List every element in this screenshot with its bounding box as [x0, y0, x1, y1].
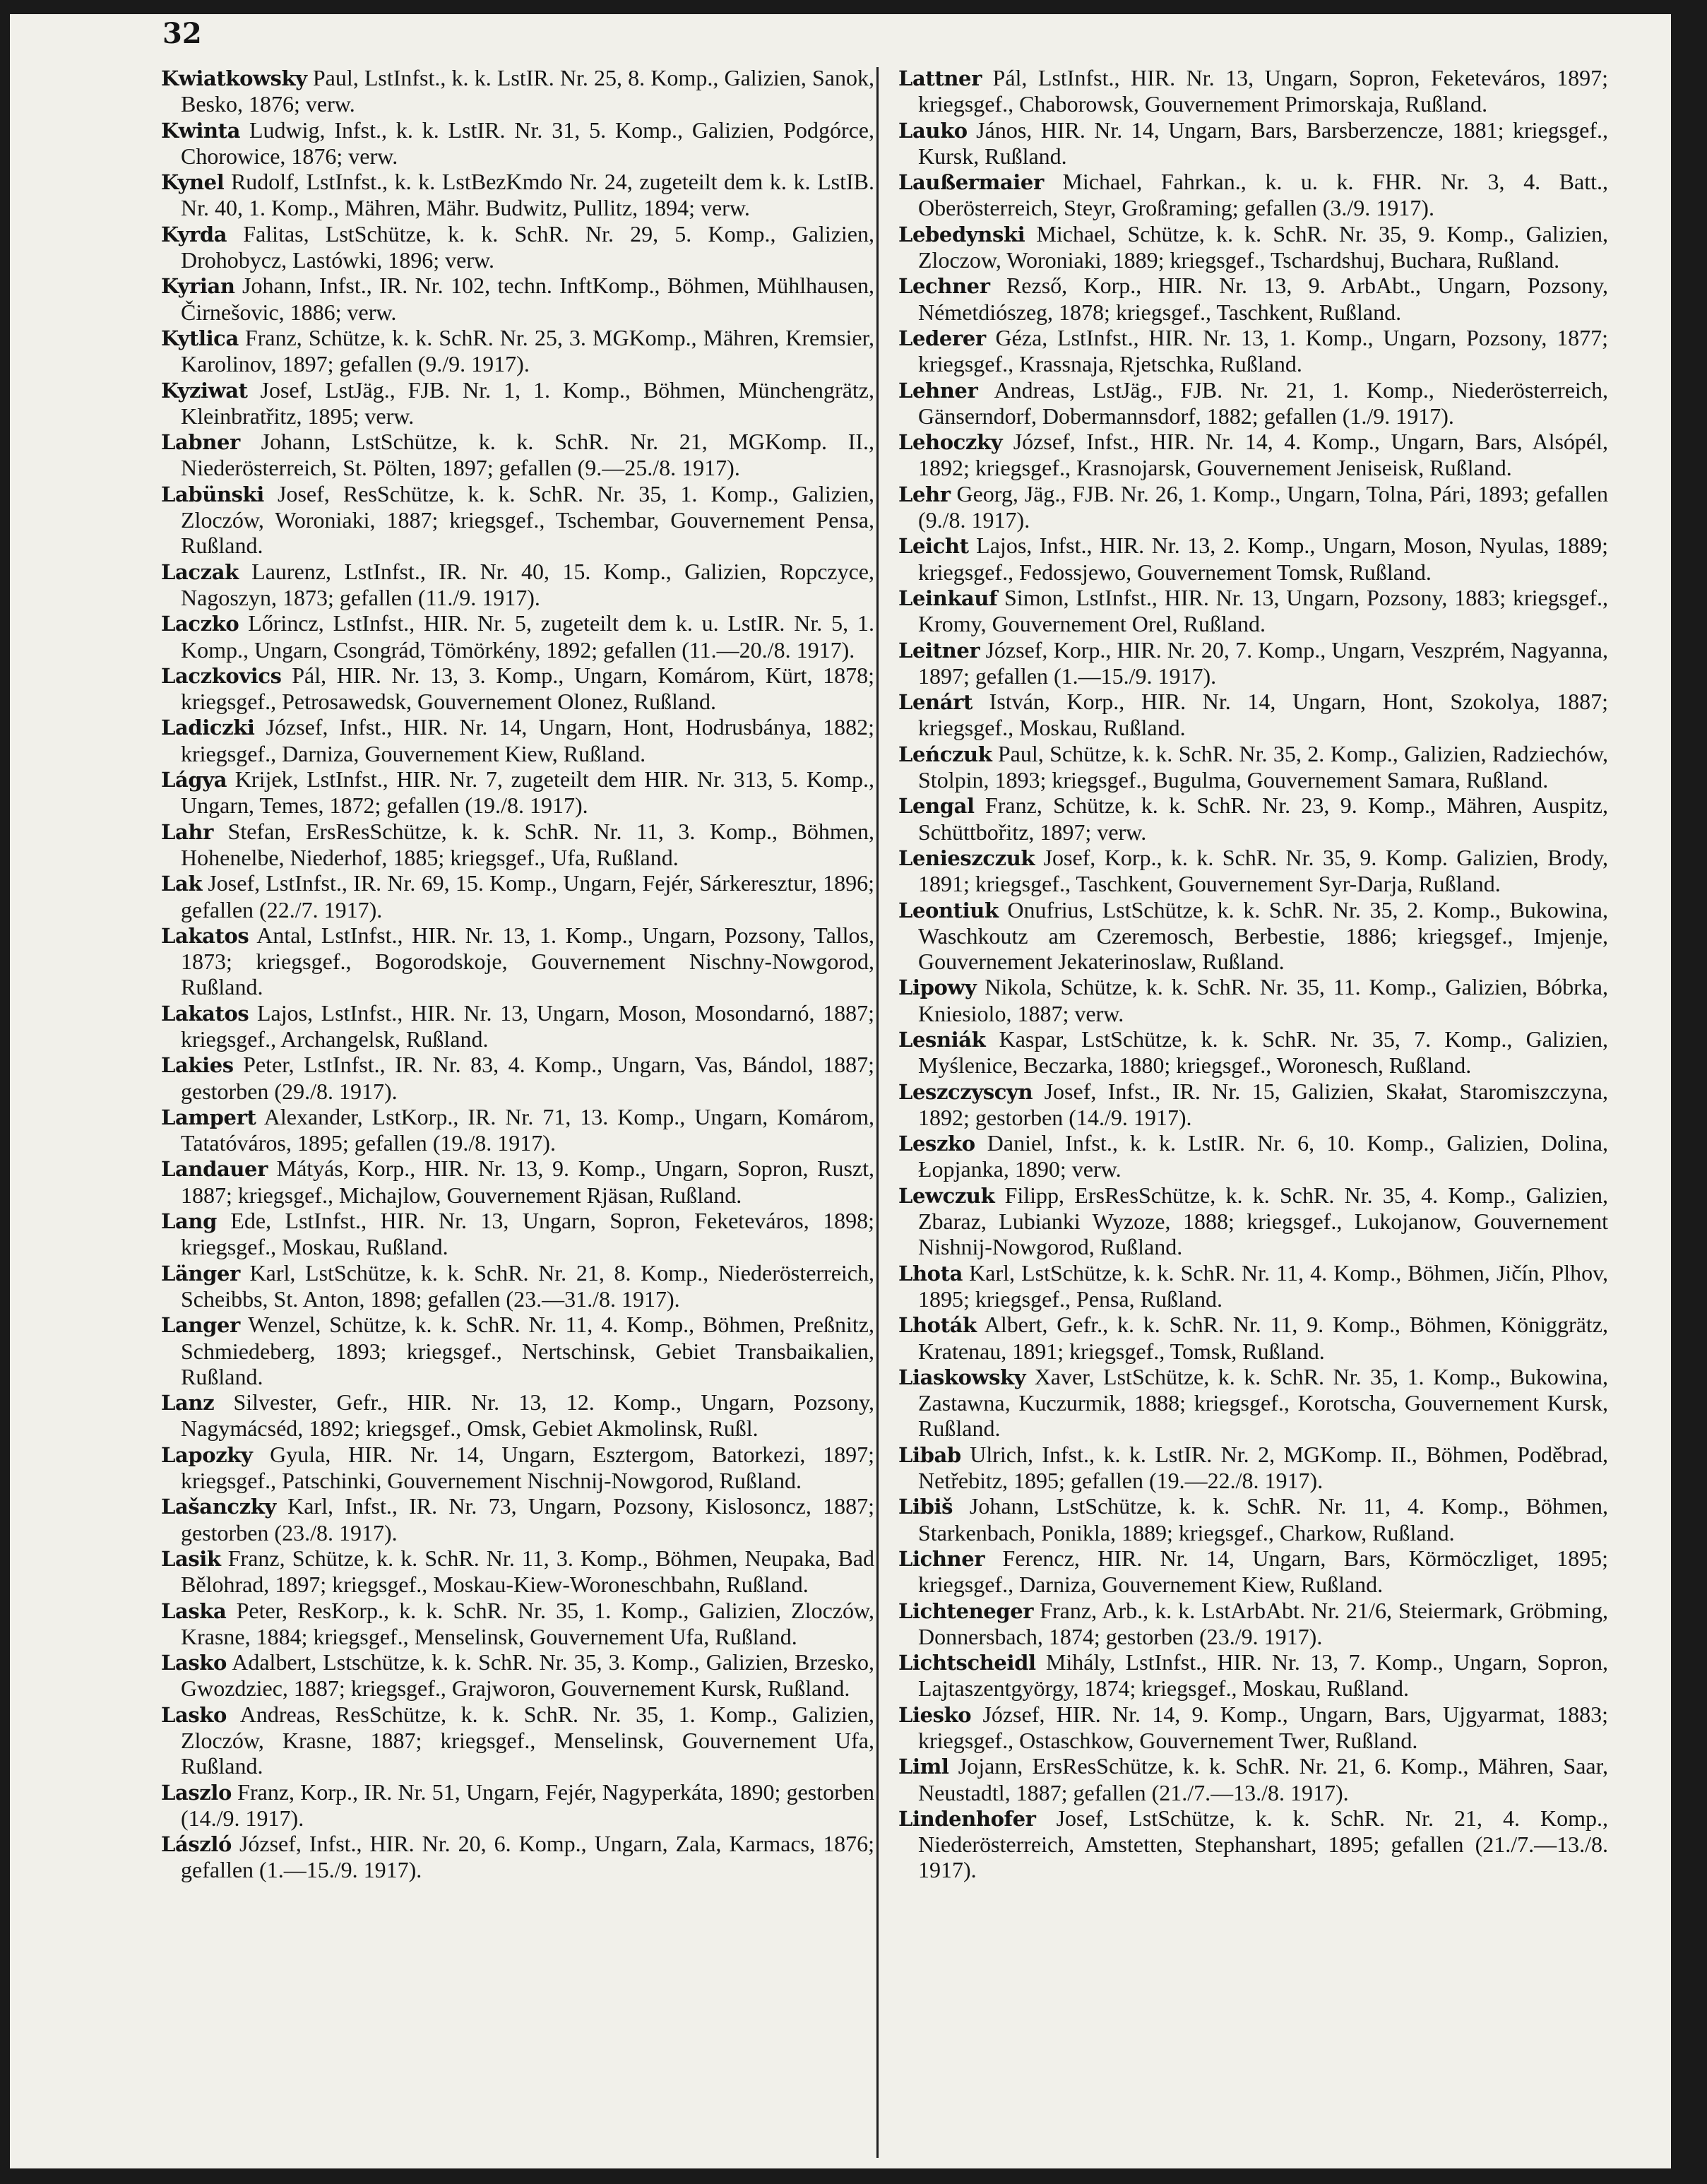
entry-surname: Lhoták: [898, 1313, 977, 1338]
entry-details: Karl, LstSchütze, k. k. SchR. Nr. 11, 4. Komp., Böhmen, Jičín, Plhov, 1895; kriegsgef., Pensa, Rußland.: [918, 1259, 1608, 1312]
list-entry: [161, 273, 874, 325]
entry-surname: Lipowy: [898, 975, 977, 1000]
entry-surname: Lasko: [161, 1651, 227, 1675]
scan-border-top: [0, 0, 1707, 14]
entry-details: János, HIR. Nr. 14, Ungarn, Bars, Barsberzencze, 1881; kriegsgef., Kursk, Rußland.: [918, 117, 1608, 169]
list-entry: [898, 1702, 1608, 1754]
list-entry: [161, 1442, 874, 1494]
list-entry: [161, 169, 874, 221]
entry-details: Nikola, Schütze, k. k. SchR. Nr. 35, 11. Komp., Galizien, Bóbrka, Kniesiolo, 1887; verw.: [918, 974, 1608, 1026]
entry-details: Peter, ResKorp., k. k. SchR. Nr. 35, 1. Komp., Galizien, Zloczów, Krasne, 1884; kriegsgef., Menselinsk, Gouvernement Ufa, Rußland.: [181, 1597, 874, 1649]
entry-details: Stefan, ErsResSchütze, k. k. SchR. Nr. 11, 3. Komp., Böhmen, Hohenelbe, Niederhof, 1885; kriegsgef., Ufa, Rußland.: [181, 818, 874, 870]
entry-details: Josef, LstInfst., IR. Nr. 69, 15. Komp., Ungarn, Fejér, Sárkeresztur, 1896; gefallen (22./7. 1917).: [181, 870, 874, 922]
list-entry: [161, 429, 874, 481]
entry-surname: Liml: [898, 1755, 949, 1779]
list-entry: [898, 65, 1608, 117]
entry-details: Alexander, LstKorp., IR. Nr. 71, 13. Komp., Ungarn, Komárom, Tatatóváros, 1895; gefallen (19./8. 1917).: [181, 1103, 874, 1156]
entry-surname: Kytlica: [161, 326, 239, 350]
list-entry: [161, 1545, 874, 1598]
entry-details: Josef, Infst., IR. Nr. 15, Galizien, Skałat, Staromiszczyna, 1892; gestorben (14./9. 1917).: [918, 1078, 1608, 1130]
entry-surname: Lichteneger: [898, 1598, 1034, 1623]
list-entry: [161, 559, 874, 611]
list-entry: [161, 922, 874, 1000]
entry-details: Silvester, Gefr., HIR. Nr. 13, 12. Komp., Ungarn, Pozsony, Nagymácséd, 1892; kriegsgef., Omsk, Gebiet Akmolinsk, Rußl.: [181, 1389, 874, 1442]
entry-details: József, Infst., HIR. Nr. 14, 4. Komp., Ungarn, Bars, Alsópél, 1892; kriegsgef., Krasnojarsk, Gouvernement Jeniseisk, Rußland.: [918, 429, 1608, 481]
entry-surname: Lauko: [898, 118, 968, 143]
list-entry: [898, 897, 1608, 975]
entry-details: Franz, Korp., IR. Nr. 51, Ungarn, Fejér, Nagyperkáta, 1890; gestorben (14./9. 1917).: [181, 1779, 874, 1831]
list-entry: [161, 819, 874, 871]
entry-surname: Kynel: [161, 170, 225, 195]
list-entry: [898, 117, 1608, 170]
list-entry: [898, 1026, 1608, 1079]
list-entry: [161, 377, 874, 429]
list-entry: [161, 1598, 874, 1650]
entry-details: Falitas, LstSchütze, k. k. SchR. Nr. 29, 5. Komp., Galizien, Drohobycz, Lastówki, 1896; verw.: [181, 220, 874, 273]
list-entry: [898, 637, 1608, 689]
list-entry: [161, 1389, 874, 1442]
entry-details: Géza, LstInfst., HIR. Nr. 13, 1. Komp., Ungarn, Pozsony, 1877; kriegsgef., Krassnaja, Rjetschka, Rußland.: [918, 324, 1608, 377]
entry-surname: Kyrian: [161, 274, 235, 299]
list-entry: [898, 429, 1608, 481]
entry-surname: Lebedynski: [898, 222, 1025, 247]
entry-surname: Leinkauf: [898, 586, 998, 610]
entry-surname: Kyrda: [161, 222, 227, 247]
list-entry: [898, 1130, 1608, 1182]
list-entry: [161, 1156, 874, 1208]
entry-surname: Lindenhofer: [898, 1806, 1036, 1831]
list-entry: [161, 1312, 874, 1389]
entry-surname: Lhota: [898, 1261, 963, 1286]
list-entry: [161, 1000, 874, 1052]
entry-details: Franz, Schütze, k. k. SchR. Nr. 11, 3. Komp., Böhmen, Neupaka, Bad Bělohrad, 1897; kriegsgef., Moskau-Kiew-Woroneschbahn, Rußland.: [181, 1545, 874, 1598]
scan-border-left: [0, 0, 10, 2184]
entry-surname: Laszlo: [161, 1780, 232, 1805]
entry-surname: Lak: [161, 872, 203, 896]
entry-surname: Lehner: [898, 378, 978, 403]
entry-surname: Laußermaier: [898, 170, 1044, 195]
entry-surname: Libiš: [898, 1495, 953, 1519]
entry-details: Peter, LstInfst., IR. Nr. 83, 4. Komp., Ungarn, Vas, Bándol, 1887; gestorben (29./8. 1917).: [181, 1052, 874, 1104]
entry-details: Antal, LstInfst., HIR. Nr. 13, 1. Komp., Ungarn, Pozsony, Tallos, 1873; kriegsgef., Bogorodskoje, Gouvernement Nischny-Nowgorod, Rußland.: [181, 922, 874, 1000]
entry-surname: Libab: [898, 1442, 961, 1467]
entry-surname: Leszczyscyn: [898, 1079, 1033, 1104]
entry-details: Kaspar, LstSchütze, k. k. SchR. Nr. 35, 7. Komp., Galizien, Myślenice, Beczarka, 1880; kriegsgef., Woronesch, Rußland.: [918, 1026, 1608, 1079]
entry-details: Andreas, ResSchütze, k. k. SchR. Nr. 35, 1. Komp., Galizien, Zloczów, Krasne, 1887; kriegsgef., Menselinsk, Gouvernement Ufa, Rußland.: [181, 1701, 874, 1779]
list-entry: [898, 377, 1608, 429]
entry-surname: Lengal: [898, 794, 975, 819]
list-entry: [898, 741, 1608, 793]
list-entry: [898, 481, 1608, 533]
entry-surname: Lehoczky: [898, 430, 1003, 455]
right-column: [898, 65, 1608, 2166]
entry-surname: Lasik: [161, 1546, 221, 1571]
entry-details: Johann, LstSchütze, k. k. SchR. Nr. 21, MGKomp. II., Niederösterreich, St. Pölten, 1897; gefallen (9.—25./8. 1917).: [181, 429, 874, 481]
entry-surname: Lahr: [161, 819, 213, 844]
list-entry: [898, 1442, 1608, 1494]
entry-surname: Lehr: [898, 482, 951, 506]
list-entry: [161, 766, 874, 819]
list-entry: [898, 533, 1608, 585]
entry-surname: Lichner: [898, 1546, 985, 1571]
entry-details: Mátyás, Korp., HIR. Nr. 13, 9. Komp., Ungarn, Sopron, Ruszt, 1887; kriegsgef., Michajlow, Gouvernement Rjäsan, Rußland.: [181, 1156, 874, 1208]
list-entry: [161, 1208, 874, 1260]
list-entry: [898, 1805, 1608, 1883]
left-column: [161, 65, 874, 2166]
entry-surname: Lichtscheidl: [898, 1651, 1036, 1675]
entry-surname: Lattner: [898, 66, 982, 90]
entry-details: István, Korp., HIR. Nr. 14, Ungarn, Hont, Szokolya, 1887; kriegsgef., Moskau, Rußland.: [918, 689, 1608, 741]
entry-details: Ede, LstInfst., HIR. Nr. 13, Ungarn, Sopron, Feketeváros, 1898; kriegsgef., Moskau, Rußland.: [181, 1208, 874, 1260]
entry-details: Franz, Schütze, k. k. SchR. Nr. 25, 3. MGKomp., Mähren, Kremsier, Karolinov, 1897; gefallen (9./9. 1917).: [181, 324, 874, 377]
entry-surname: Lederer: [898, 326, 986, 350]
entry-surname: Leicht: [898, 534, 969, 559]
list-entry: [898, 1260, 1608, 1312]
entry-details: Michael, Fahrkan., k. u. k. FHR. Nr. 3, 4. Batt., Oberösterreich, Steyr, Großraming; gefallen (3./9. 1917).: [918, 169, 1608, 221]
list-entry: [161, 221, 874, 273]
scan-border-right: [1671, 0, 1707, 2184]
list-entry: [161, 1831, 874, 1883]
entry-details: Albert, Gefr., k. k. SchR. Nr. 11, 9. Komp., Böhmen, Königgrätz, Kratenau, 1891; kriegsgef., Tomsk, Rußland.: [918, 1312, 1608, 1364]
entry-surname: Lakatos: [161, 923, 249, 948]
list-entry: [898, 1312, 1608, 1364]
entry-details: József, Korp., HIR. Nr. 20, 7. Komp., Ungarn, Veszprém, Nagyanna, 1897; gefallen (1.—15./9. 1917).: [918, 636, 1608, 689]
list-entry: [161, 1493, 874, 1545]
entry-surname: Liaskowsky: [898, 1365, 1026, 1389]
entry-details: Johann, LstSchütze, k. k. SchR. Nr. 11, 4. Komp., Böhmen, Starkenbach, Ponikla, 1889; kriegsgef., Charkow, Rußland.: [918, 1493, 1608, 1545]
entry-surname: László: [161, 1832, 232, 1857]
entry-details: Daniel, Infst., k. k. LstIR. Nr. 6, 10. Komp., Galizien, Dolina, Łopjanka, 1890; verw.: [918, 1130, 1608, 1182]
list-entry: [161, 1260, 874, 1312]
entry-details: Gyula, HIR. Nr. 14, Ungarn, Esztergom, Batorkezi, 1897; kriegsgef., Patschinki, Gouvernement Nischnij-Nowgorod, Rußland.: [181, 1441, 874, 1494]
entry-surname: Labner: [161, 430, 240, 455]
list-entry: [161, 663, 874, 715]
entry-surname: Lesniák: [898, 1027, 986, 1052]
entry-surname: Lasko: [161, 1702, 227, 1727]
entry-surname: Lakies: [161, 1053, 234, 1078]
list-entry: [161, 714, 874, 766]
entry-surname: Landauer: [161, 1157, 268, 1182]
entry-details: Johann, Infst., IR. Nr. 102, techn. InftKomp., Böhmen, Mühlhausen, Čirnešovic, 1886; verw.: [181, 273, 874, 325]
entry-surname: Kwiatkowsky: [161, 66, 307, 90]
list-entry: [161, 870, 874, 922]
entry-details: Josef, Korp., k. k. SchR. Nr. 35, 9. Komp. Galizien, Brody, 1891; kriegsgef., Taschkent, Gouvernement Syr-Darja, Rußland.: [918, 844, 1608, 897]
list-entry: [898, 845, 1608, 897]
entry-details: József, Infst., HIR. Nr. 14, Ungarn, Hont, Hodrusbánya, 1882; kriegsgef., Darniza, Gouvernement Kiew, Rußland.: [181, 714, 874, 766]
entry-surname: Lapozky: [161, 1442, 253, 1467]
entry-details: József, Infst., HIR. Nr. 20, 6. Komp., Ungarn, Zala, Karmacs, 1876; gefallen (1.—15./9. 1917).: [181, 1831, 874, 1883]
entry-details: Simon, LstInfst., HIR. Nr. 13, Ungarn, Pozsony, 1883; kriegsgef., Kromy, Gouvernement Orel, Rußland.: [918, 584, 1608, 637]
entry-details: Karl, Infst., IR. Nr. 73, Ungarn, Pozsony, Kislosoncz, 1887; gestorben (23./8. 1917).: [181, 1493, 874, 1545]
entry-details: Xaver, LstSchütze, k. k. SchR. Nr. 35, 1. Komp., Bukowina, Zastawna, Kuczurmik, 1888; kriegsgef., Korotscha, Gouvernement Kursk, Rußland.: [918, 1363, 1608, 1442]
entry-details: Krijek, LstInfst., HIR. Nr. 7, zugeteilt dem HIR. Nr. 313, 5. Komp., Ungarn, Temes, 1872; gefallen (19./8. 1917).: [181, 766, 874, 819]
entry-details: Onufrius, LstSchütze, k. k. SchR. Nr. 35, 2. Komp., Bukowina, Waschkoutz am Czeremosch, Berbestie, 1886; kriegsgef., Imjenje, Gouvernement Jekaterinoslaw, Rußland.: [918, 896, 1608, 975]
list-entry: [161, 610, 874, 663]
column-divider: [876, 67, 879, 2158]
entry-details: Ludwig, Infst., k. k. LstIR. Nr. 31, 5. Komp., Galizien, Podgórce, Chorowice, 1876; verw.: [181, 117, 874, 169]
entry-details: Wenzel, Schütze, k. k. SchR. Nr. 11, 4. Komp., Böhmen, Preßnitz, Schmiedeberg, 1893; kriegsgef., Nertschinsk, Gebiet Transbaikalien, Rußland.: [181, 1312, 874, 1389]
entry-details: Ferencz, HIR. Nr. 14, Ungarn, Bars, Körmöczliget, 1895; kriegsgef., Darniza, Gouvernement Kiew, Rußland.: [918, 1545, 1608, 1598]
list-entry: [898, 1364, 1608, 1442]
entry-details: Lajos, LstInfst., HIR. Nr. 13, Ungarn, Moson, Mosondarnó, 1887; kriegsgef., Archangelsk, Rußland.: [181, 999, 874, 1052]
entry-details: Paul, Schütze, k. k. SchR. Nr. 35, 2. Komp., Galizien, Radziechów, Stolpin, 1893; kriegsgef., Bugulma, Gouvernement Samara, Rußland.: [918, 740, 1608, 793]
entry-details: Michael, Schütze, k. k. SchR. Nr. 35, 9. Komp., Galizien, Zloczow, Woroniaki, 1889; kriegsgef., Tschardshuj, Buchara, Rußland.: [918, 220, 1608, 273]
entry-details: Rudolf, LstInfst., k. k. LstBezKmdo Nr. 24, zugeteilt dem k. k. LstIB. Nr. 40, 1. Komp., Mähren, Mähr. Budwitz, Pullitz, 1894; verw.: [181, 169, 874, 221]
list-entry: [898, 1753, 1608, 1805]
entry-surname: Lenieszczuk: [898, 845, 1035, 870]
entry-details: Paul, LstInfst., k. k. LstIR. Nr. 25, 8. Komp., Galizien, Sanok, Besko, 1876; verw.: [181, 65, 874, 117]
list-entry: [161, 117, 874, 170]
list-entry: [161, 1649, 874, 1702]
entry-surname: Laska: [161, 1598, 227, 1623]
entry-surname: Kyziwat: [161, 378, 248, 403]
entry-surname: Labünski: [161, 482, 264, 506]
entry-surname: Leitner: [898, 638, 980, 663]
entry-surname: Leszko: [898, 1132, 975, 1156]
entry-details: Karl, LstSchütze, k. k. SchR. Nr. 21, 8. Komp., Niederösterreich, Scheibbs, St. Anton, 1898; gefallen (23.—31./8. 1917).: [181, 1259, 874, 1312]
entry-details: Franz, Schütze, k. k. SchR. Nr. 23, 9. Komp., Mähren, Auspitz, Schüttbořitz, 1897; verw.: [918, 793, 1608, 845]
entry-surname: Lakatos: [161, 1001, 249, 1026]
list-entry: [898, 1649, 1608, 1702]
entry-details: Josef, LstJäg., FJB. Nr. 1, 1. Komp., Böhmen, Münchengrätz, Kleinbratřitz, 1895; verw.: [181, 376, 874, 429]
list-entry: [898, 974, 1608, 1026]
entry-surname: Leontiuk: [898, 898, 999, 922]
entry-details: Filipp, ErsResSchütze, k. k. SchR. Nr. 35, 4. Komp., Galizien, Zbaraz, Lubianki Wyzoze, 1888; kriegsgef., Lukojanow, Gouvernement Nishnij-Nowgorod, Rußland.: [918, 1182, 1608, 1260]
list-entry: [898, 273, 1608, 325]
list-entry: [161, 481, 874, 559]
entry-details: Lőrincz, LstInfst., HIR. Nr. 5, zugeteilt dem k. u. LstIR. Nr. 5, 1. Komp., Ungarn, Csongrád, Tömörkény, 1892; gefallen (11.—20./8. 1917).: [181, 610, 874, 663]
list-entry: [898, 1182, 1608, 1260]
entry-surname: Lašanczky: [161, 1495, 276, 1519]
list-entry: [898, 325, 1608, 377]
entry-details: József, HIR. Nr. 14, 9. Komp., Ungarn, Bars, Ujgyarmat, 1883; kriegsgef., Ostaschkow, Gouvernement Twer, Rußland.: [918, 1701, 1608, 1753]
entry-details: Franz, Arb., k. k. LstArbAbt. Nr. 21/6, Steiermark, Gröbming, Donnersbach, 1874; gestorben (23./9. 1917).: [918, 1597, 1608, 1649]
entry-details: Laurenz, LstInfst., IR. Nr. 40, 15. Komp., Galizien, Ropczyce, Nagoszyn, 1873; gefallen (11./9. 1917).: [181, 558, 874, 610]
list-entry: [161, 1104, 874, 1156]
entry-surname: Leńczuk: [898, 742, 992, 766]
scan-border-bottom: [0, 2168, 1707, 2184]
entry-surname: Ladiczki: [161, 716, 255, 740]
list-entry: [898, 1079, 1608, 1131]
entry-details: Georg, Jäg., FJB. Nr. 26, 1. Komp., Ungarn, Tolna, Pári, 1893; gefallen (9./8. 1917).: [918, 480, 1608, 533]
entry-surname: Laczak: [161, 559, 239, 584]
entry-surname: Lanz: [161, 1391, 215, 1416]
entry-details: Andreas, LstJäg., FJB. Nr. 21, 1. Komp., Niederösterreich, Gänserndorf, Dobermannsdorf, 1882; gefallen (1./9. 1917).: [918, 376, 1608, 429]
list-entry: [898, 221, 1608, 273]
list-entry: [161, 1052, 874, 1104]
entry-details: Pál, LstInfst., HIR. Nr. 13, Ungarn, Sopron, Feketeváros, 1897; kriegsgef., Chaborowsk, Gouvernement Primorskaja, Rußland.: [918, 65, 1608, 117]
list-entry: [898, 793, 1608, 845]
page-number: 32: [162, 17, 202, 50]
entry-surname: Laczkovics: [161, 663, 282, 688]
list-entry: [898, 1598, 1608, 1650]
entry-surname: Liesko: [898, 1702, 972, 1727]
entry-surname: Lewczuk: [898, 1183, 995, 1208]
entry-details: Lajos, Infst., HIR. Nr. 13, 2. Komp., Ungarn, Moson, Nyulas, 1889; kriegsgef., Fedossjewo, Gouvernement Tomsk, Rußland.: [918, 533, 1608, 585]
entry-details: Adalbert, Lstschütze, k. k. SchR. Nr. 35, 3. Komp., Galizien, Brzesko, Gwozdziec, 1887; kriegsgef., Grajworon, Gouvernement Kursk, Rußland.: [181, 1649, 874, 1702]
entry-surname: Lampert: [161, 1105, 256, 1129]
list-entry: [898, 689, 1608, 741]
entry-surname: Kwinta: [161, 118, 241, 143]
list-entry: [898, 169, 1608, 221]
entry-details: Josef, ResSchütze, k. k. SchR. Nr. 35, 1. Komp., Galizien, Zloczów, Woroniaki, 1887; kriegsgef., Tschembar, Gouvernement Pensa, Rußland.: [181, 480, 874, 559]
entry-surname: Laczko: [161, 612, 239, 636]
list-entry: [898, 1493, 1608, 1545]
entry-details: Mihály, LstInfst., HIR. Nr. 13, 7. Komp., Ungarn, Sopron, Lajtaszentgyörgy, 1874; kriegsgef., Moskau, Rußland.: [918, 1649, 1608, 1702]
entry-surname: Lágya: [161, 768, 227, 793]
entry-surname: Lenárt: [898, 690, 973, 715]
entry-details: Rezső, Korp., HIR. Nr. 13, 9. ArbAbt., Ungarn, Pozsony, Németdiószeg, 1878; kriegsgef., Taschkent, Rußland.: [918, 273, 1608, 325]
list-entry: [161, 65, 874, 117]
entry-details: Jojann, ErsResSchütze, k. k. SchR. Nr. 21, 6. Komp., Mähren, Saar, Neustadtl, 1887; gefallen (21./7.—13./8. 1917).: [918, 1753, 1608, 1805]
entry-surname: Lechner: [898, 274, 990, 299]
entry-details: Ulrich, Infst., k. k. LstIR. Nr. 2, MGKomp. II., Böhmen, Poděbrad, Netřebitz, 1895; gefallen (19.—22./8. 1917).: [918, 1441, 1608, 1494]
list-entry: [161, 325, 874, 377]
list-entry: [161, 1779, 874, 1832]
entry-details: Pál, HIR. Nr. 13, 3. Komp., Ungarn, Komárom, Kürt, 1878; kriegsgef., Petrosawedsk, Gouvernement Olonez, Rußland.: [181, 662, 874, 715]
entry-surname: Lang: [161, 1209, 217, 1234]
entry-surname: Länger: [161, 1261, 240, 1286]
entry-surname: Langer: [161, 1313, 240, 1338]
list-entry: [161, 1702, 874, 1779]
entry-details: Josef, LstSchütze, k. k. SchR. Nr. 21, 4. Komp., Niederösterreich, Amstetten, Stephanshart, 1895; gefallen (21./7.—13./8. 1917).: [918, 1805, 1608, 1883]
list-entry: [898, 1545, 1608, 1598]
list-entry: [898, 585, 1608, 637]
